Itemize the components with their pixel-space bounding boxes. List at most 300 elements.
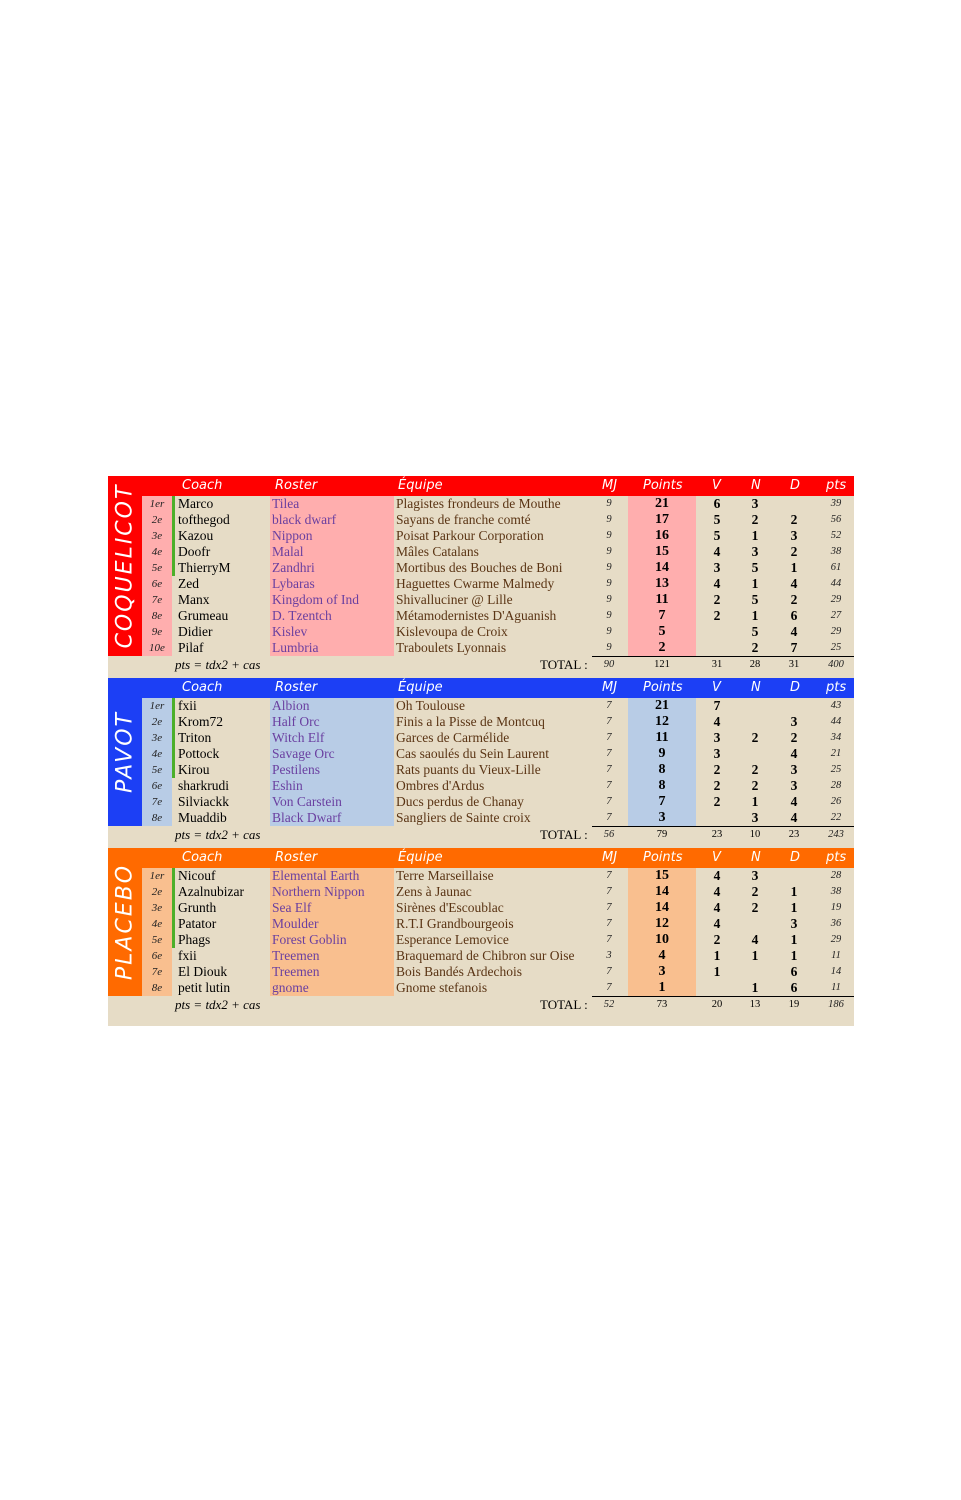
cell-d: 3 [790,714,798,729]
cell-mj: 7 [606,934,612,945]
cell-team: Haguettes Cwarme Malmedy [396,576,555,591]
cell-v: 3 [713,560,721,575]
cell-roster: Kingdom of Ind [272,592,359,607]
cell-roster: Kislev [272,624,308,639]
cell-v: 3 [713,730,721,745]
total-v: 31 [711,659,723,670]
cell-mj: 9 [606,594,612,605]
points-formula: pts = tdx2 + cas [175,657,261,672]
header-points: Points [643,680,683,695]
standings-row [142,948,854,964]
table-header [142,678,854,696]
cell-team: Mortibus des Bouches de Boni [396,560,563,575]
cell-rank: 8e [151,982,163,994]
cell-rank: 6e [151,950,163,962]
cell-mj: 9 [606,578,612,589]
header-n: N [751,850,761,865]
cell-pts: 22 [830,812,842,823]
cell-rank: 6e [151,578,163,590]
cell-roster: Treemen [272,964,320,979]
total-pts: 400 [828,659,844,670]
cell-n: 1 [751,980,759,995]
total-points: 121 [654,659,670,670]
cell-v [702,980,732,996]
cell-points: 3 [658,964,666,979]
cell-points: 7 [658,608,666,623]
cell-roster: Von Carstein [272,794,342,809]
cell-team: Sayans de franche comté [396,512,531,527]
cell-d: 2 [790,512,798,527]
cell-points: 11 [655,730,669,745]
cell-n: 3 [751,496,759,511]
cell-v: 2 [713,794,721,809]
cell-v: 1 [713,948,721,963]
totals-row [142,657,854,673]
total-d: 19 [788,999,800,1010]
cell-pts: 29 [830,934,842,945]
cell-d: 4 [790,624,798,639]
cell-mj: 9 [606,546,612,557]
cell-roster: Lumbria [272,640,319,655]
cell-d: 4 [790,746,798,761]
total-points: 79 [656,829,668,840]
cell-mj: 7 [606,764,612,775]
cell-v: 4 [713,916,721,931]
cell-v: 2 [713,592,721,607]
cell-pts: 44 [830,578,842,589]
cell-v: 2 [713,608,721,623]
header-mj: MJ [602,850,618,865]
total-d: 23 [788,829,800,840]
cell-pts: 28 [830,870,842,881]
total-d: 31 [788,659,800,670]
cell-v: 1 [713,964,721,979]
cell-coach: Doofr [178,544,211,559]
total-mj: 90 [603,659,615,670]
cell-d: 2 [790,730,798,745]
cell-rank: 7e [151,594,163,606]
cell-team: Ombres d'Ardus [396,778,485,793]
cell-v: 4 [713,900,721,915]
cell-rank: 6e [151,780,163,792]
cell-rank: 5e [151,934,163,946]
total-n: 28 [749,659,761,670]
standings-row [142,884,854,900]
cell-v: 7 [713,698,721,713]
cell-v [702,624,732,640]
header-n: N [751,680,761,695]
cell-pts: 52 [830,530,842,541]
cell-pts: 11 [831,950,841,961]
cell-d: 1 [790,948,798,963]
cell-coach: Azalnubizar [178,884,244,899]
group-name-band [108,848,142,996]
cell-d [779,698,809,714]
cell-coach: Krom72 [178,714,223,729]
cell-mj: 7 [606,918,612,929]
cell-mj: 9 [606,562,612,573]
header-roster: Roster [275,850,318,865]
cell-pts: 21 [830,748,842,759]
cell-team: Garces de Carmélide [396,730,510,745]
standings-row [142,608,854,624]
header-roster: Roster [275,680,318,695]
cell-mj: 7 [606,700,612,711]
cell-points: 9 [658,746,666,761]
cell-coach: Muaddib [178,810,227,825]
cell-team: Traboulets Lyonnais [396,640,507,655]
cell-roster: Zandhri [272,560,315,575]
cell-mj: 9 [606,626,612,637]
cell-team: Oh Toulouse [396,698,465,713]
cell-points: 2 [658,640,666,655]
cell-pts: 25 [830,764,842,775]
cell-mj: 3 [606,950,612,961]
header-roster: Roster [275,478,318,493]
cell-rank: 5e [151,562,163,574]
cell-points: 14 [655,560,669,575]
cell-mj: 7 [606,780,612,791]
cell-pts: 38 [830,546,842,557]
header-v: V [712,478,721,493]
standings-row [142,714,854,730]
cell-d: 2 [790,592,798,607]
cell-rank: 4e [151,546,163,558]
standings-row [142,544,854,560]
cell-points: 15 [655,868,669,883]
cell-points: 1 [658,980,666,995]
cell-points: 21 [655,496,669,511]
cell-d: 6 [790,980,798,995]
header-v: V [712,680,721,695]
cell-pts: 19 [830,902,842,913]
cell-rank: 2e [151,886,163,898]
cell-n: 5 [751,560,759,575]
cell-team: Plagistes frondeurs de Mouthe [396,496,561,511]
cell-d: 1 [790,900,798,915]
points-formula: pts = tdx2 + cas [175,997,261,1012]
cell-coach: El Diouk [178,964,228,979]
cell-team: Bois Bandés Ardechois [396,964,522,979]
group-name: PAVOT [112,711,138,793]
cell-v: 2 [713,762,721,777]
header-pts: pts [826,478,847,493]
total-pts: 186 [828,999,844,1010]
header-pts: pts [826,850,847,865]
cell-rank: 9e [151,626,163,638]
total-label: TOTAL : [540,997,588,1012]
cell-n: 1 [751,528,759,543]
cell-team: Ducs perdus de Chanay [396,794,524,809]
cell-d: 3 [790,762,798,777]
cell-coach: Kazou [178,528,214,543]
cell-roster: Treemen [272,948,320,963]
standings-row [142,980,854,996]
standings-row [142,794,854,810]
cell-n [740,714,770,730]
standings-row [142,730,854,746]
cell-rank: 3e [151,530,163,542]
cell-v: 6 [713,496,721,511]
totals-row [142,997,854,1013]
standings-row [142,560,854,576]
cell-rank: 8e [151,812,163,824]
cell-pts: 26 [830,796,842,807]
cell-coach: Triton [178,730,212,745]
header-pts: pts [826,680,847,695]
cell-rank: 3e [151,902,163,914]
cell-d: 1 [790,560,798,575]
group-name-band [108,678,142,826]
cell-n [740,916,770,932]
header-coach: Coach [182,478,223,493]
cell-rank: 2e [151,716,163,728]
total-n: 10 [749,829,761,840]
totals-row [142,827,854,843]
cell-roster: Witch Elf [272,730,325,745]
cell-v: 4 [713,714,721,729]
group-name-band [108,476,142,656]
cell-points: 12 [655,714,669,729]
total-v: 20 [711,999,723,1010]
cell-d: 3 [790,916,798,931]
cell-roster: Half Orc [272,714,320,729]
cell-mj: 7 [606,812,612,823]
cell-points: 8 [658,762,666,777]
header-team: Équipe [398,680,443,695]
cell-points: 14 [655,900,669,915]
cell-coach: fxii [178,698,197,713]
standings-row [142,964,854,980]
standings-row [142,640,854,656]
header-points: Points [643,850,683,865]
cell-n: 3 [751,868,759,883]
cell-team: Gnome stefanois [396,980,488,995]
cell-mj: 9 [606,530,612,541]
cell-coach: Patator [178,916,217,931]
cell-mj: 7 [606,870,612,881]
total-label: TOTAL : [540,657,588,672]
standings-sheet [108,476,854,1026]
header-d: D [790,478,801,493]
cell-rank: 1er [149,700,165,712]
total-pts: 243 [828,829,844,840]
total-n: 13 [749,999,761,1010]
cell-points: 8 [658,778,666,793]
header-v: V [712,850,721,865]
header-mj: MJ [602,680,618,695]
cell-v [702,640,732,656]
cell-team: Cas saoulés du Sein Laurent [396,746,549,761]
cell-roster: Forest Goblin [272,932,347,947]
total-label: TOTAL : [540,827,588,842]
cell-v: 2 [713,932,721,947]
cell-rank: 1er [149,498,165,510]
cell-coach: Grumeau [178,608,229,623]
cell-d: 3 [790,778,798,793]
cell-mj: 9 [606,610,612,621]
standings-row [142,512,854,528]
cell-coach: Kirou [178,762,210,777]
cell-team: Zens à Jaunac [396,884,472,899]
cell-d [779,868,809,884]
header-mj: MJ [602,478,618,493]
cell-pts: 34 [830,732,842,743]
cell-team: Kislevoupa de Croix [396,624,508,639]
header-d: D [790,680,801,695]
standings-row [142,778,854,794]
cell-n [740,698,770,714]
cell-rank: 4e [151,748,163,760]
cell-coach: Didier [178,624,213,639]
cell-points: 12 [655,916,669,931]
cell-pts: 39 [830,498,842,509]
cell-coach: Zed [178,576,199,591]
cell-n: 2 [751,900,759,915]
cell-roster: Pestilens [272,762,321,777]
cell-team: Braquemard de Chibron sur Oise [396,948,575,963]
cell-roster: Northern Nippon [272,884,365,899]
cell-points: 14 [655,884,669,899]
standings-row [142,746,854,762]
cell-coach: tofthegod [178,512,230,527]
cell-pts: 25 [830,642,842,653]
cell-team: Shivalluciner @ Lille [396,592,513,607]
standings-row [142,932,854,948]
table-header [142,476,854,494]
header-n: N [751,478,761,493]
standings-row [142,528,854,544]
cell-v: 4 [713,544,721,559]
standings-row [142,900,854,916]
cell-n: 1 [751,608,759,623]
cell-roster: Nippon [272,528,313,543]
cell-points: 16 [655,528,669,543]
standings-row [142,916,854,932]
cell-d: 6 [790,608,798,623]
cell-points: 5 [658,624,666,639]
cell-pts: 56 [830,514,842,525]
cell-mj: 7 [606,748,612,759]
cell-mj: 9 [606,642,612,653]
cell-d: 4 [790,794,798,809]
group-name: PLACEBO [112,863,138,981]
cell-mj: 7 [606,796,612,807]
cell-coach: Manx [178,592,210,607]
cell-mj: 7 [606,902,612,913]
cell-n: 3 [751,544,759,559]
standings-row [142,592,854,608]
cell-points: 4 [658,948,666,963]
cell-coach: Nicouf [178,868,216,883]
cell-n: 1 [751,948,759,963]
points-formula: pts = tdx2 + cas [175,827,261,842]
cell-mj: 7 [606,982,612,993]
cell-d: 4 [790,576,798,591]
cell-n: 2 [751,778,759,793]
cell-roster: Tilea [272,496,300,511]
header-coach: Coach [182,680,223,695]
cell-roster: Elemental Earth [272,868,360,883]
cell-pts: 14 [830,966,842,977]
cell-rank: 7e [151,796,163,808]
standings-row [142,576,854,592]
cell-team: Sangliers de Sainte croix [396,810,531,825]
cell-rank: 2e [151,514,163,526]
group-coquelicot [108,476,854,674]
cell-rank: 1er [149,870,165,882]
cell-coach: ThierryM [178,560,231,575]
cell-coach: sharkrudi [178,778,229,793]
cell-d: 1 [790,884,798,899]
cell-coach: Grunth [178,900,217,915]
standings-row [142,762,854,778]
cell-rank: 4e [151,918,163,930]
cell-team: Finis a la Pisse de Montcuq [396,714,545,729]
cell-d: 2 [790,544,798,559]
cell-team: Mâles Catalans [396,544,479,559]
group-placebo [108,848,854,1014]
cell-pts: 11 [831,982,841,993]
cell-team: Métamodernistes D'Aguanish [396,608,557,623]
cell-coach: Silviackk [178,794,229,809]
cell-n: 1 [751,794,759,809]
cell-mj: 7 [606,886,612,897]
cell-v: 5 [713,528,721,543]
cell-points: 15 [655,544,669,559]
cell-rank: 5e [151,764,163,776]
cell-rank: 3e [151,732,163,744]
header-d: D [790,850,801,865]
group-name: COQUELICOT [112,483,138,649]
cell-v [702,810,732,826]
cell-roster: black dwarf [272,512,337,527]
cell-mj: 9 [606,514,612,525]
cell-n: 1 [751,576,759,591]
cell-n: 3 [751,810,759,825]
cell-d: 3 [790,528,798,543]
cell-coach: Pilaf [178,640,204,655]
cell-pts: 36 [830,918,842,929]
total-mj: 52 [603,999,615,1010]
standings-row [142,868,854,884]
cell-points: 3 [658,810,666,825]
header-team: Équipe [398,850,443,865]
cell-pts: 44 [830,716,842,727]
cell-v: 4 [713,884,721,899]
cell-mj: 7 [606,732,612,743]
cell-v: 4 [713,868,721,883]
cell-pts: 29 [830,594,842,605]
cell-coach: fxii [178,948,197,963]
cell-pts: 29 [830,626,842,637]
cell-pts: 27 [830,610,842,621]
cell-d: 1 [790,932,798,947]
cell-pts: 28 [830,780,842,791]
table-header [142,848,854,866]
cell-roster: gnome [272,980,309,995]
cell-team: Terre Marseillaise [396,868,494,883]
cell-mj: 7 [606,966,612,977]
total-mj: 56 [603,829,615,840]
cell-v: 4 [713,576,721,591]
cell-roster: Moulder [272,916,319,931]
standings-row [142,496,854,512]
cell-coach: Marco [178,496,214,511]
cell-team: Poisat Parkour Corporation [396,528,544,543]
cell-n: 5 [751,592,759,607]
cell-roster: Lybaras [272,576,315,591]
